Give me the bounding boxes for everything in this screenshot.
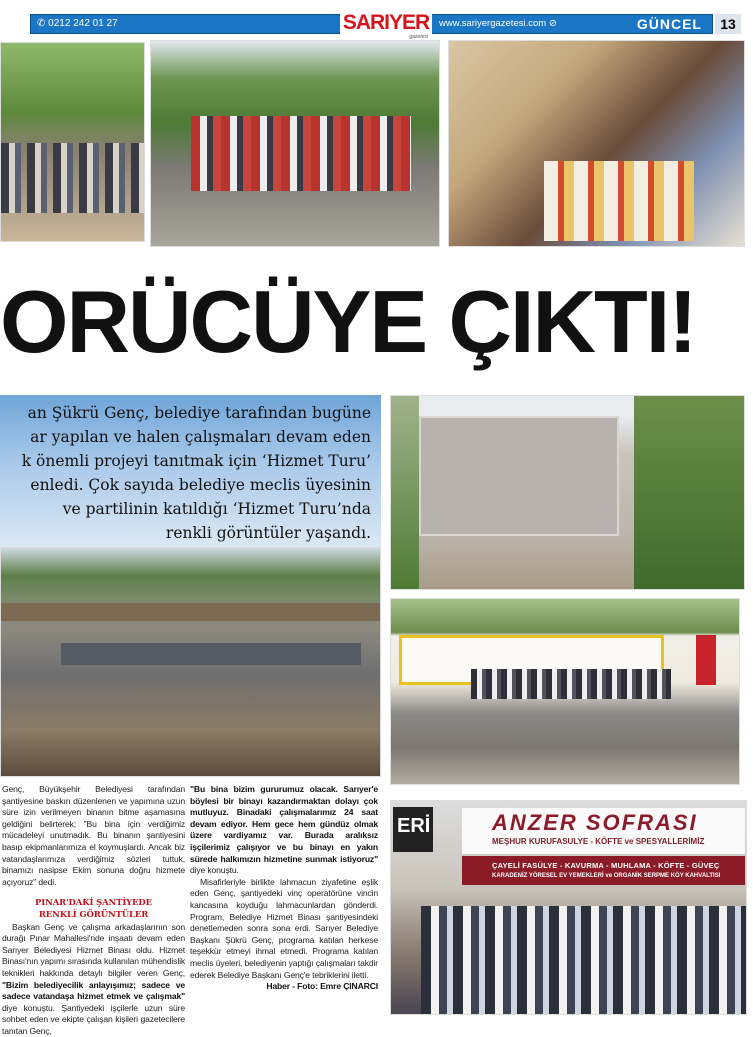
page-number: 13 bbox=[715, 14, 741, 34]
retaining-wall bbox=[1, 603, 381, 621]
photo-municipal-building bbox=[390, 395, 745, 590]
article-column-2 bbox=[190, 784, 378, 993]
trees bbox=[634, 396, 744, 590]
photo-site-visit-group bbox=[0, 42, 145, 242]
subheading-line: PINAR'DAKİ ŞANTİYEDE bbox=[35, 898, 152, 909]
intro-line: renkli görüntüler yaşandı. bbox=[165, 524, 371, 542]
section-label: GÜNCEL bbox=[636, 16, 702, 32]
crane-beam bbox=[61, 643, 361, 665]
table-food bbox=[544, 161, 694, 241]
restaurant-sign bbox=[462, 808, 745, 854]
photo-construction-site bbox=[0, 547, 381, 777]
phone-number: ✆ 0212 242 01 27 bbox=[37, 18, 118, 29]
restaurant-tagline: MEŞHUR KURUFASULYE - KÖFTE ve SPESYALLERİMİZ bbox=[492, 837, 705, 846]
building-facade bbox=[419, 416, 619, 536]
text: Başkan Genç ve çalışma arkadaşlarının son durağı Pınar Mahallesi'nde inşaatı devam eden Sarıyer Belediyesi Hizmet Binası oldu. Hizmet Binası'nın yapımı sırasında kullanılan mühendislik teknikleri hakkında detaylı bilgiler veren Genç, bbox=[2, 921, 185, 978]
intro-box bbox=[0, 395, 381, 547]
restaurant-awning bbox=[462, 856, 745, 885]
logo-subtext: gazetesi bbox=[409, 34, 428, 40]
people-silhouettes bbox=[1, 143, 145, 213]
trees bbox=[391, 396, 419, 590]
phone-text: 0212 242 01 27 bbox=[48, 18, 118, 29]
article-column-1 bbox=[2, 784, 185, 1037]
article-paragraph: Genç, Büyükşehir Belediyesi tarafından şantiyesine baskın düzenlenen ve yapımına uzun süre izin verilmeyen binanın bitme aşamasına geldiğini belirterek; "Bu bina için verdiğimiz mücadeleyi unutmadık. Bu binanın şantiyesini basıp ekipmanlarımıza el koymuşlardı. Ancak biz vatandaşlarımıza verdiğimiz sözleri tuttuk, binamızı nasipse Ekim sonuna doğru hizmete açıyoruz" dedi. bbox=[2, 784, 185, 887]
people-silhouettes bbox=[421, 906, 746, 1014]
intro-line: enledi. Çok sayıda belediye meclis üyesinin bbox=[30, 476, 371, 494]
photo-group-at-construction bbox=[150, 40, 440, 247]
headline: ORÜCÜYE ÇIKTI! bbox=[0, 272, 696, 371]
website-url[interactable] bbox=[439, 18, 557, 29]
quote: "Bu bina bizim gururumuz olacak. Sarıyer'e böylesi bir binayı kazandırmaktan dolayı çok mutluyuz. Binadaki çalışmalarımız 24 saat devam ediyor. Hem gece hem gündüz olmak üzere vardiyamız var. Burada aralıksız işçilerimiz çalışıyor ve bu binayı en yakın sürede halkımızın hizmetine sunmak istiyoruz" bbox=[190, 784, 378, 864]
restaurant-name: ANZER SOFRASI bbox=[492, 810, 698, 835]
logo-text: SARIYER bbox=[342, 11, 430, 34]
article-subheading bbox=[2, 898, 185, 921]
intro-line: ve partilinin katıldığı ‘Hizmet Turu’nda bbox=[62, 500, 371, 518]
photo-site-workers bbox=[390, 598, 740, 785]
people-silhouettes bbox=[471, 669, 671, 699]
globe-icon: ⊘ bbox=[548, 18, 557, 29]
article-credit: Haber - Foto: Emre ÇINARCI bbox=[266, 981, 378, 992]
photo-lunch-table bbox=[448, 40, 745, 247]
intro-line: an Şükrü Genç, belediye tarafından bugüne bbox=[27, 404, 371, 422]
article-paragraph: Misafirleriyle birlikte lahmacun ziyafetine eşlik eden Genç, şantiyedeki vinç operatörüne vincin kancasına koyduğu lahmacunlardan gönderdi. Program, Belediye Hizmet Binası şantiyesindeki denetlemeden sonra sona erdi. Sarıyer Belediye Başkanı Şükrü Genç, programa katılan herkese teşekkür etmeyi ihmal etmedi. Programa katılan meclis üyeleri, belediyenin yaptığı çalışmaları takdir ederek Belediye Başkanı Genç'e tebriklerini iletti. bbox=[190, 876, 378, 980]
text: diye konuştu. bbox=[190, 865, 239, 876]
left-sign: ERİ bbox=[393, 807, 433, 852]
text: diye konuştu. Şantiyedeki işçilerle uzun süre sohbet eden ve ekipte çalışan kişileri gazetecilere tanıtan Genç, bbox=[2, 1002, 185, 1036]
subheading-line: RENKLİ GÖRÜNTÜLER bbox=[38, 909, 149, 920]
url-text: www.sariyergazetesi.com bbox=[439, 18, 547, 29]
banner bbox=[696, 635, 716, 685]
newspaper-logo bbox=[340, 12, 432, 38]
awning-line-1: ÇAYELİ FASÜLYE - KAVURMA - MUHLAMA - KÖFTE - GÜVEÇ bbox=[492, 861, 720, 870]
article-paragraph bbox=[2, 922, 185, 1037]
article-paragraph bbox=[190, 784, 378, 877]
intro-text bbox=[22, 401, 371, 545]
intro-line: k önemli projeyi tanıtmak için ‘Hizmet Turu’ bbox=[21, 452, 371, 470]
quote: "Bizim belediyecilik anlayışımız; sadece ve sadece vatandaşa hizmet etmek ve çalışmak" bbox=[2, 979, 185, 1002]
awning-line-2: KARADENİZ YÖRESEL EV YEMEKLERİ ve ORGANİK SERPME KÖY KAHVALTISI bbox=[492, 873, 721, 879]
people-silhouettes bbox=[191, 116, 411, 191]
intro-line: ar yapılan ve halen çalışmaları devam eden bbox=[30, 428, 371, 446]
